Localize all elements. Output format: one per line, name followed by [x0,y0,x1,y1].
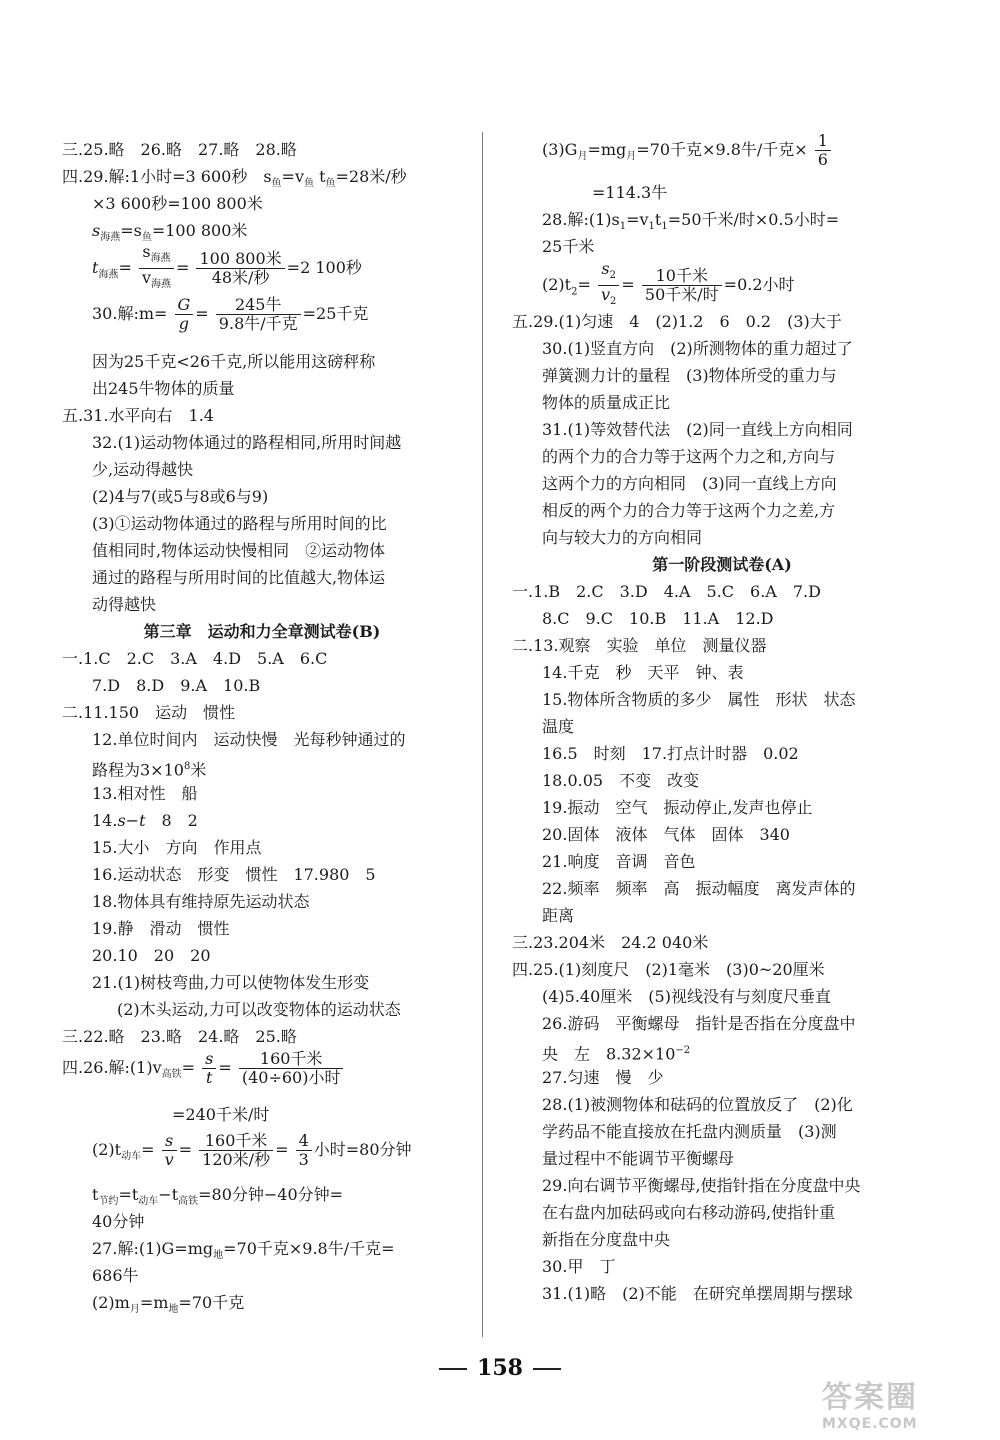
page-number: 158 [477,1355,523,1381]
answer-line: 29.向右调节平衡螺母,使指针指在分度盘中央 [542,1176,861,1195]
answer-line: 18.0.05 不变 改变 [542,771,700,790]
answer-line: 距离 [542,906,575,925]
watermark-title: 答案圈 [822,1380,918,1415]
answer-line: ×3 600秒=100 800米 [92,194,263,213]
footer-dash [439,1368,467,1370]
answer-line: 四.25.(1)刻度尺 (2)1毫米 (3)0~20厘米 [512,960,825,979]
answer-line: $t_{节约}=t_{动车}-t_{高铁}=80$分钟−40分钟= [92,1185,344,1208]
answer-line: 出245牛物体的质量 [92,379,235,398]
fraction: $\frac{s_2}{v_2}$ [598,260,619,311]
answer-line: 三.23.204米 24.2 040米 [512,933,709,952]
fraction: $\frac{4}{3}$ [296,1132,312,1169]
answer-line: 相反的两个力的合力等于这两个力之差,方 [542,501,836,520]
formula-line: 30.解:m= $\frac{G}{g}$ = $\frac{\text{245牛}}{\text{9.8牛/千克}}$ =25千克 [92,295,369,333]
fraction: $\frac{\text{160千米}}{\text{(40÷60)小时}}$ [239,1050,344,1087]
fraction: $\frac{\text{245牛}}{\text{9.8牛/千克}}$ [216,296,301,333]
answer-line: 28.解$:(1)s_1=v_1t_1=50$千米/时×0.5小时= [542,210,840,233]
watermark-logo [822,1372,982,1432]
answer-line: 18.物体具有维持原先运动状态 [92,892,310,911]
answer-line: 19.静 滑动 惯性 [92,919,230,938]
answer-line: 量过程中不能调节平衡螺母 [542,1149,735,1168]
answer-line: 三.22.略 23.略 24.略 25.略 [62,1027,297,1046]
answer-line: 20.固体 液体 气体 固体 340 [542,825,790,844]
answer-line: 央 左 $8.32\times 10^{-2}$ [542,1044,691,1064]
answer-line: 温度 [542,717,575,736]
answer-line: 27.解$:(1)G=mg_地=70$千克×9.8牛/千克= [92,1239,395,1262]
answer-line: 少,运动得越快 [92,460,194,479]
column-divider [482,132,483,1337]
answer-line: $(2)m_月=m_地=70$千克 [92,1293,245,1316]
answer-line: 向与较大力的方向相同 [542,528,703,547]
fraction: $\frac{s}{v}$ [162,1132,177,1169]
answer-line: 20.10 20 20 [92,946,211,965]
answer-line: (2)木头运动,力可以改变物体的运动状态 [117,1000,401,1019]
answer-line: 25千米 [542,237,595,256]
fraction: $\frac{s_{海燕}}{v_{海燕}}$ [139,243,174,294]
formula-line: $(2)t_{动车}=$ $\frac{s}{v}$ = $\frac{\text{160千米}}{\text{120米/秒}}$ = $\frac{4}{3}$ 小时=80分钟 [92,1131,412,1169]
answer-line: 40分钟 [92,1212,145,1231]
answer-line: 28.(1)被测物体和砝码的位置放反了 (2)化 [542,1095,853,1114]
answer-line: 26.游码 平衡螺母 指针是否指在分度盘中 [542,1014,856,1033]
formula-line: $(3)G_月=mg_月=70$千克×9.8牛/千克× $\frac{1}{6}$ [542,132,833,175]
answer-line: 22.频率 频率 高 振动幅度 离发声体的 [542,879,856,898]
formula-line: $(2)t_2=$ $\frac{s_2}{v_2}$ = $\frac{\text{10千米}}{\text{50千米/时}}$ =0.2小时 [542,260,795,311]
answer-line: 四.29.解:1小时=3 600秒 $s_鱼=v_鱼$ $t_鱼=28$米/秒 [62,167,407,190]
answer-line: 这两个力的方向相同 (3)同一直线上方向 [542,474,837,493]
answer-line: 二.11.150 运动 惯性 [62,703,236,722]
answer-line: =114.3牛 [592,183,668,202]
answer-line: 的两个力的合力等于这两个力之和,方向与 [542,447,836,466]
answer-line: 30.(1)竖直方向 (2)所测物体的重力超过了 [542,339,853,358]
answer-line: 21.(1)树枝弯曲,力可以使物体发生形变 [92,973,370,992]
answer-line: 21.响度 音调 音色 [542,852,696,871]
formula-line: $t_{海燕}=$ $\frac{s_{海燕}}{v_{海燕}}$ = $\frac{\text{100 800米}}{\text{48米/秒}}$ =2 100秒 [92,243,362,294]
answer-line: 学药品不能直接放在托盘内测质量 (3)测 [542,1122,837,1141]
footer-dash [533,1368,561,1370]
fraction: $\frac{\text{10千米}}{\text{50千米/时}}$ [642,267,722,304]
answer-line: 二.13.观察 实验 单位 测量仪器 [512,636,767,655]
answer-line: 新指在分度盘中央 [542,1230,671,1249]
answer-line: 16.5 时刻 17.打点计时器 0.02 [542,744,799,763]
answer-line: 8.C 9.C 10.B 11.A 12.D [542,609,774,628]
answer-line: 弹簧测力计的量程 (3)物体所受的重力与 [542,366,837,385]
answer-line: 在右盘内加砝码或向右移动游码,使指针重 [542,1203,836,1222]
answer-line: 16.运动状态 形变 惯性 17.980 5 [92,865,376,884]
answer-line: 通过的路程与所用时间的比值越大,物体运 [92,568,386,587]
answer-line: 13.相对性 船 [92,784,198,803]
answer-line: 27.匀速 慢 少 [542,1068,664,1087]
fraction: $\frac{\text{160千米}}{\text{120米/秒}}$ [199,1132,273,1169]
answer-line: 30.甲 丁 [542,1257,616,1276]
section-heading: 第三章 运动和力全章测试卷(B) [143,622,381,641]
answer-line: $s_{海燕}=s_鱼=100$ 800米 [92,221,248,244]
answer-line: 15.物体所含物质的多少 属性 形状 状态 [542,690,856,709]
answer-line: 32.(1)运动物体通过的路程相同,所用时间越 [92,433,402,452]
fraction: $\frac{G}{g}$ [175,296,194,333]
answer-line: 686牛 [92,1266,139,1285]
watermark-url: MXQE.COM [822,1416,918,1432]
answer-line: =240千米/时 [172,1105,270,1124]
answer-line: 因为25千克<26千克,所以能用这磅秤称 [92,352,376,371]
answer-line: 14.s−t 8 2 [92,811,198,830]
formula-line: 四.26.解$:(1)v_{高铁}=$ $\frac{s}{t}$ = $\frac{\text{160千米}}{\text{(40÷60)小时}}$ [62,1050,345,1093]
section-heading: 第一阶段测试卷(A) [652,555,792,574]
answer-line: 值相同时,物体运动快慢相同 ②运动物体 [92,541,386,560]
fraction: $\frac{1}{6}$ [815,132,831,169]
answer-line: 路程为$3\times 10^8$米 [92,760,207,780]
answer-line: 一.1.B 2.C 3.D 4.A 5.C 6.A 7.D [512,582,821,601]
answer-line: 31.(1)略 (2)不能 在研究单摆周期与摆球 [542,1284,853,1303]
answer-line: 31.(1)等效替代法 (2)同一直线上方向相同 [542,420,853,439]
answer-line: 12.单位时间内 运动快慢 光每秒钟通过的 [92,730,406,749]
answer-line: 15.大小 方向 作用点 [92,838,262,857]
answer-line: 19.振动 空气 振动停止,发声也停止 [542,798,813,817]
answer-line: 7.D 8.D 9.A 10.B [92,676,261,695]
answer-line: 五.31.水平向右 1.4 [62,406,214,425]
answer-line: 物体的质量成正比 [542,393,671,412]
fraction: $\frac{s}{t}$ [202,1050,216,1087]
answer-line: (4)5.40厘米 (5)视线没有与刻度尺垂直 [542,987,831,1006]
answer-line: (3)①运动物体通过的路程与所用时间的比 [92,514,387,533]
answer-line: 动得越快 [92,595,157,614]
answer-line: 五.29.(1)匀速 4 (2)1.2 6 0.2 (3)大于 [512,312,842,331]
answer-line: 一.1.C 2.C 3.A 4.D 5.A 6.C [62,649,328,668]
fraction: $\frac{\text{100 800米}}{\text{48米/秒}}$ [196,250,284,287]
answer-line: 14.千克 秒 天平 钟、表 [542,663,744,682]
answer-line: 三.25.略 26.略 27.略 28.略 [62,140,297,159]
answer-line: (2)4与7(或5与8或6与9) [92,487,269,506]
